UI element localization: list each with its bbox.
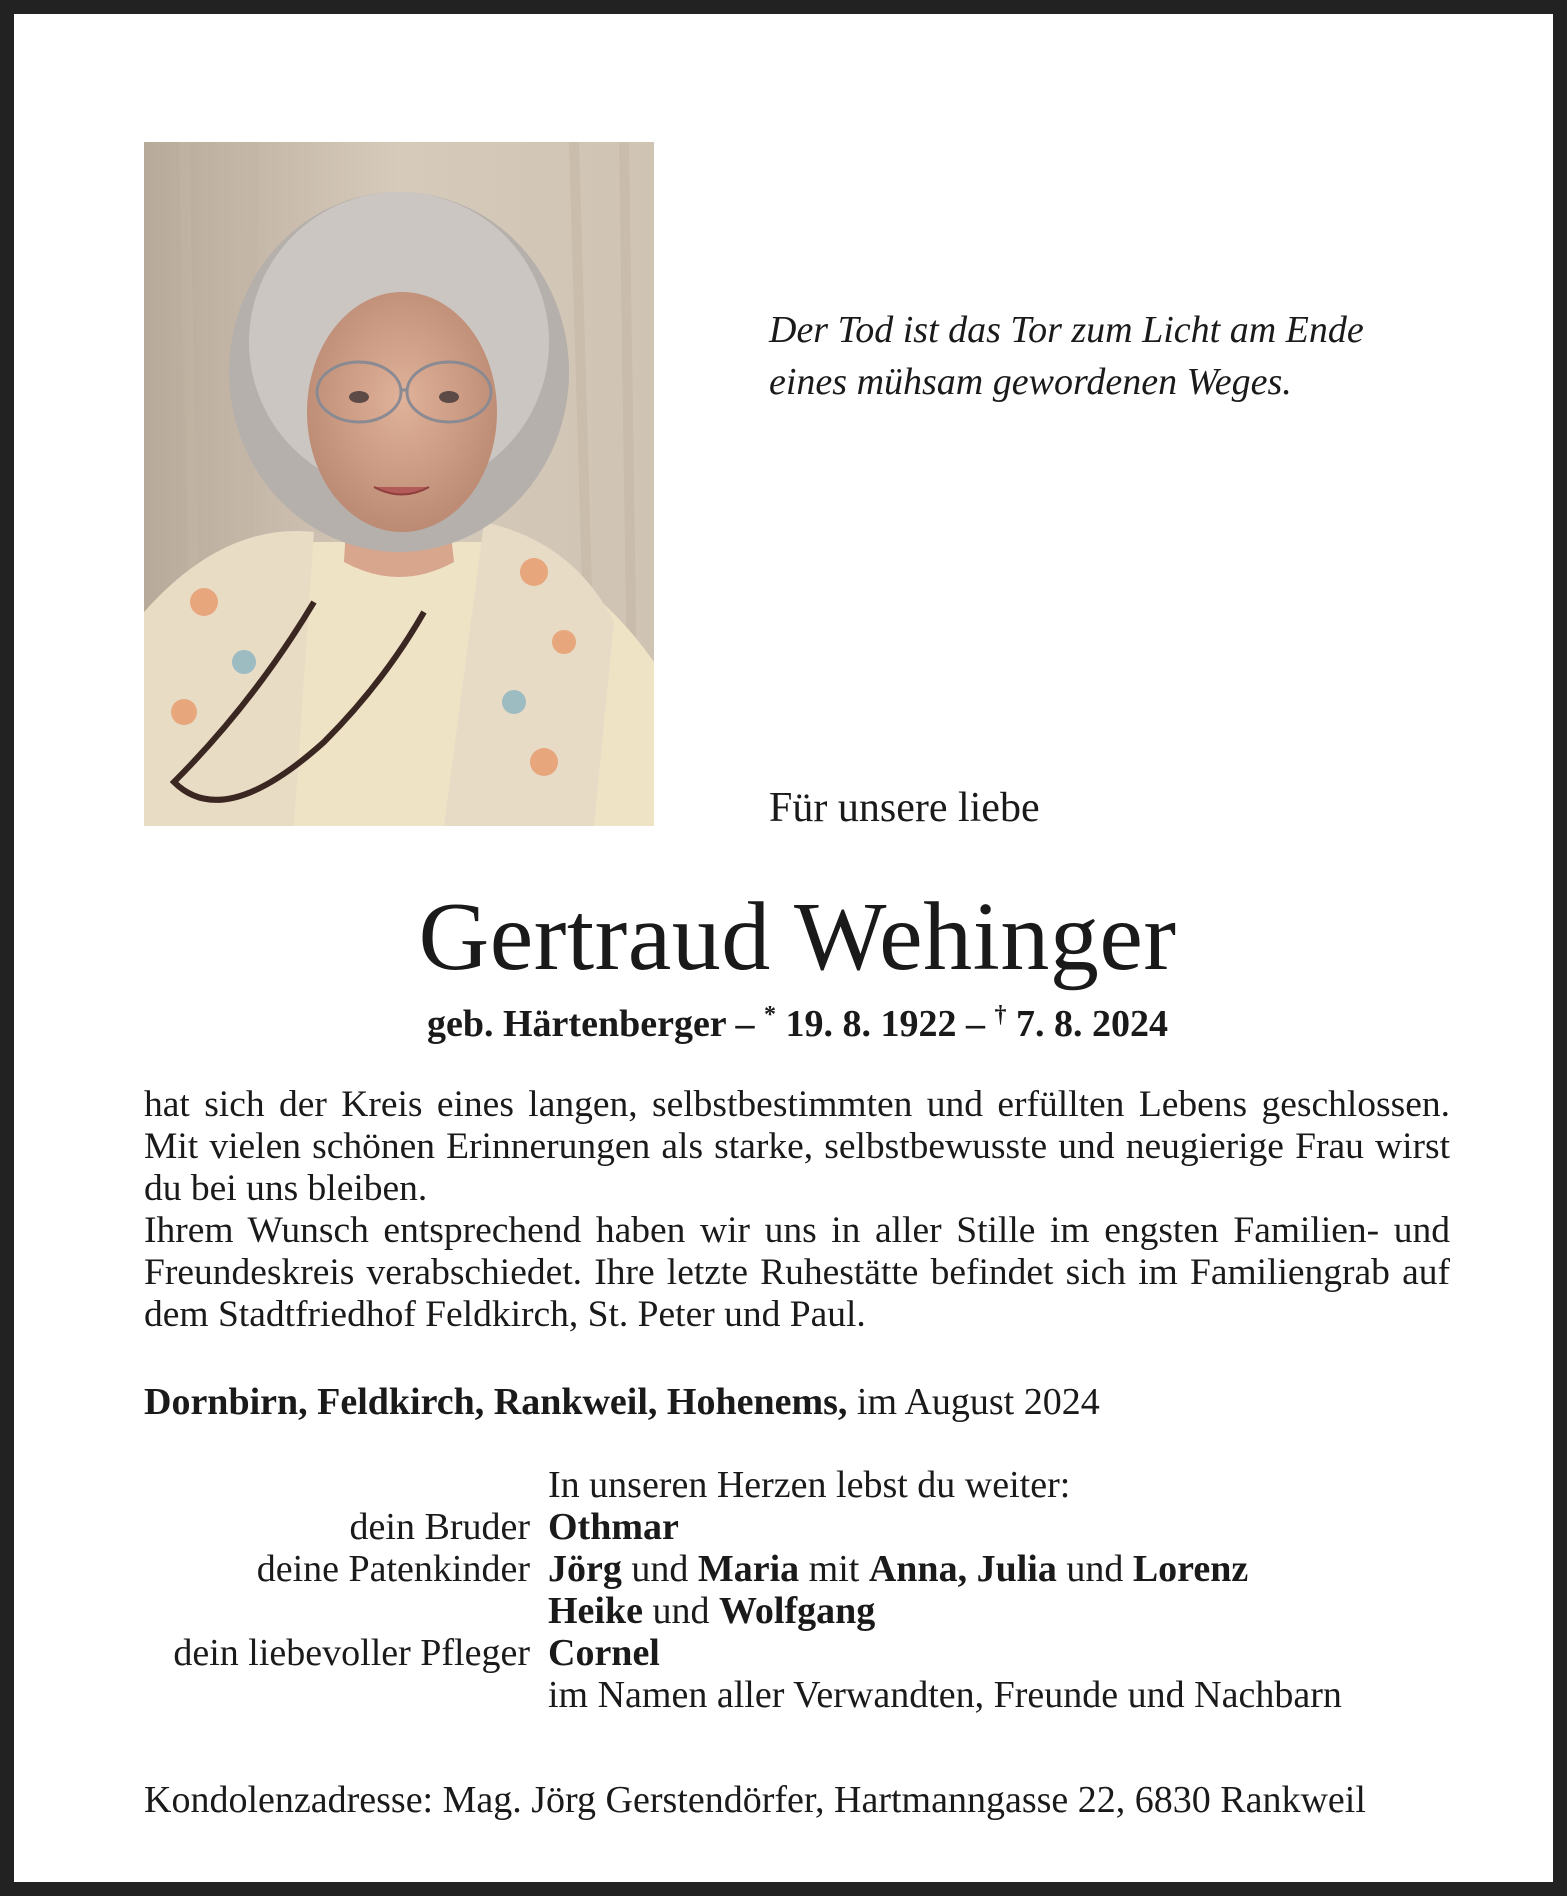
- relation-label: dein Bruder: [349, 1506, 530, 1548]
- quote-line-2: eines mühsam gewordenen Weges.: [769, 361, 1292, 403]
- mourner-name: Wolfgang: [718, 1590, 876, 1632]
- memorial-quote: [769, 304, 1489, 408]
- cross-icon: †: [994, 1002, 1007, 1028]
- body-paragraph-2: Ihrem Wunsch entsprechend haben wir uns in aller Stille im engsten Familien- und Freundeskreis verabschiedet. Ihre letzte Ruhestätte befindet sich im Familiengrab auf dem Stadtfriedhof Feldkirch, St. Peter und Paul.: [144, 1210, 1450, 1335]
- death-date: 7. 8. 2024: [1006, 1003, 1168, 1045]
- places-list: Dornbirn, Feldkirch, Rankweil, Hohenems,: [144, 1381, 848, 1423]
- mourners-list: [144, 1464, 1464, 1716]
- birth-symbol-icon: *: [764, 1002, 776, 1028]
- relation-label: deine Patenkinder: [256, 1548, 530, 1590]
- mourner-name: Heike: [548, 1590, 643, 1632]
- portrait-photo-icon: [144, 142, 654, 826]
- quote-line-1: Der Tod ist das Tor zum Licht am Ende: [769, 309, 1364, 351]
- separator: –: [956, 1003, 995, 1045]
- birth-date: 19. 8. 1922: [776, 1003, 957, 1045]
- separator: –: [726, 1003, 764, 1045]
- portrait-photo: [144, 142, 654, 826]
- list-item: [144, 1674, 1464, 1716]
- mourner-name: Lorenz: [1132, 1548, 1249, 1590]
- condolence-address: Kondolenzadresse: Mag. Jörg Gerstendörfer, Hartmanngasse 22, 6830 Rankweil: [144, 1779, 1366, 1821]
- obituary-body: [144, 1084, 1450, 1336]
- list-item: [144, 1590, 1464, 1632]
- life-dates: [14, 1002, 1567, 1046]
- relation-label: dein liebevoller Pfleger: [173, 1632, 530, 1674]
- maiden-name: geb. Härtenberger: [427, 1003, 726, 1045]
- mourners-heading: In unseren Herzen lebst du weiter:: [548, 1464, 1071, 1506]
- deceased-name: Gertraud Wehinger: [418, 883, 1177, 991]
- mourner-name: Cornel: [548, 1632, 660, 1674]
- intro-text: Für unsere liebe: [769, 785, 1040, 831]
- mourner-name: Jörg: [548, 1548, 622, 1590]
- mourner-name: Anna, Julia: [868, 1548, 1057, 1590]
- conjunction: mit: [799, 1548, 869, 1590]
- mourner-name: Othmar: [548, 1506, 679, 1548]
- list-item: [144, 1464, 1464, 1506]
- month-year: im August 2024: [847, 1381, 1100, 1423]
- body-paragraph-1: hat sich der Kreis eines langen, selbstbestimmten und erfüllten Lebens geschlossen. Mit vielen schönen Erinnerungen als starke, selbstbewusste und neugierige Frau wirst du bei uns bleiben.: [144, 1084, 1450, 1209]
- mourner-name: Maria: [697, 1548, 800, 1590]
- list-item: [144, 1506, 1464, 1548]
- conjunction: und: [642, 1590, 719, 1632]
- others-line: im Namen aller Verwandten, Freunde und Nachbarn: [548, 1674, 1342, 1716]
- conjunction: und: [1056, 1548, 1133, 1590]
- conjunction: und: [621, 1548, 698, 1590]
- place-date-line: [144, 1380, 1100, 1424]
- list-item: [144, 1632, 1464, 1674]
- list-item: [144, 1548, 1464, 1590]
